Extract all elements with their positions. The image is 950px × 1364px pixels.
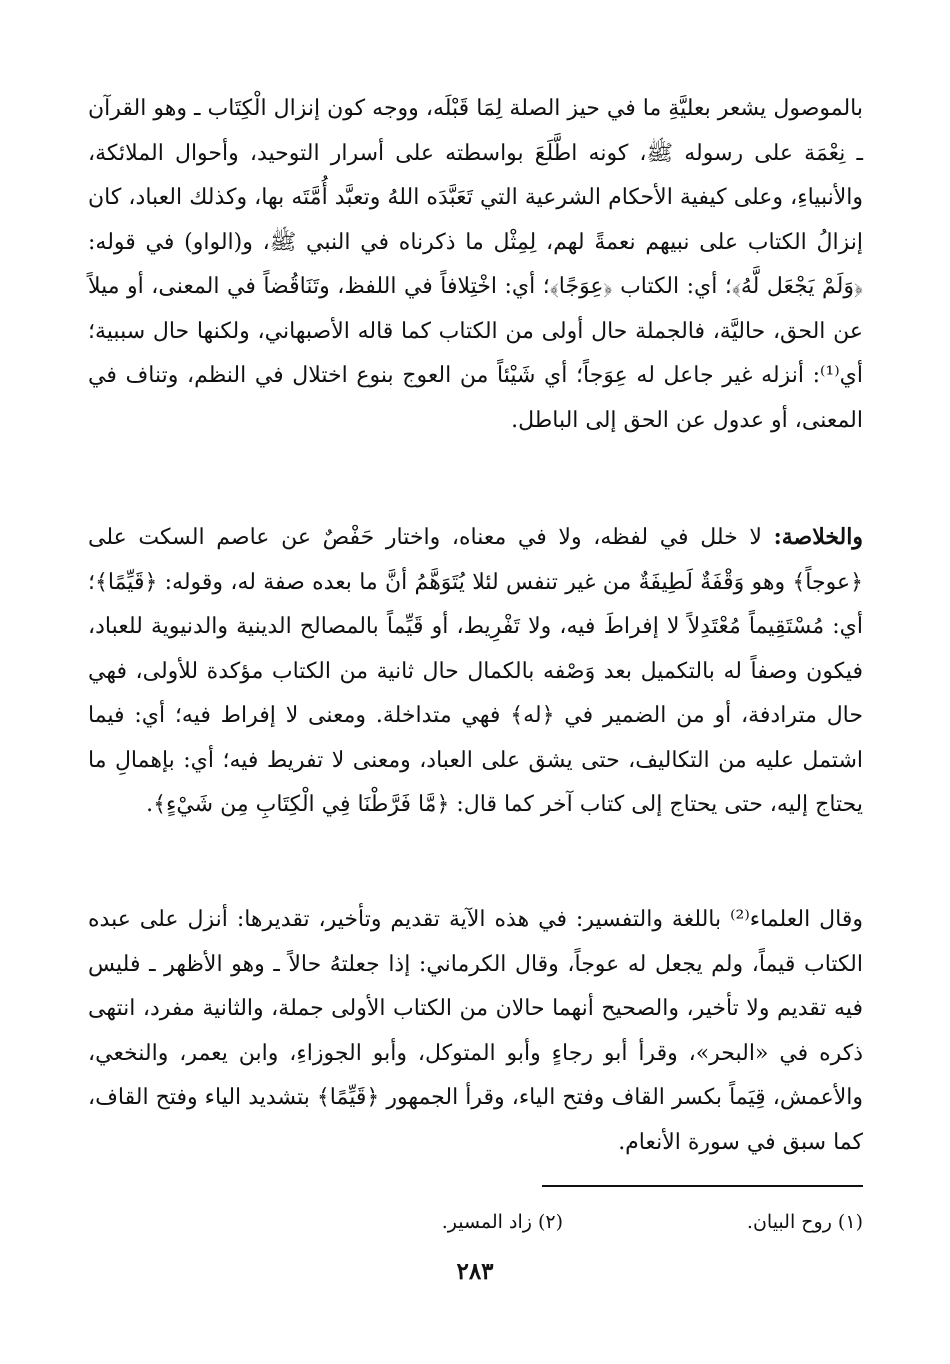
paragraph-1-text: بالموصول يشعر بعليَّةِ ما في حيز الصلة لِمَا قَبْلَه، ووجه كون إنزال الْكِتَاب ـ وهو القرآن ـ نِعْمَة على رسوله ﷺ، كونه اطَّلَعَ بواسطته على أسرار التوحيد، وأحوال الملائكة، والأنبياءِ، وعلى كيفية الأحكام الشرعية التي تَعَبَّدَه اللهُ وتعبَّد أُمَّتَه بها، وكذلك العباد، كان إنزالُ الكتاب على نبيهم نعمةً لهم، لِمِثْل ما ذكرناه في النبي ﷺ، و(الواو) في قوله: ﴿وَلَمْ يَجْعَل لَّهُ﴾؛ أي: الكتاب ﴿عِوَجًا﴾؛ أي: اخْتِلافاً في اللفظ، وتَنَاقُضاً في المعنى، أو ميلاً عن الحق، حاليَّة، فالجملة حال أولى من الكتاب كما قاله الأصبهاني، ولكنها حال سببية؛ أي⁽¹⁾: أنزله غير جاعل له عِوَجاً؛ أي شَيْئاً من العوج بنوع اختلال في النظم، وتناف في المعنى، أو عدول عن الحق إلى الباطل.	[88, 96, 864, 433]
paragraph-1	[88, 86, 863, 443]
paragraph-2-text: لا خلل في لفظه، ولا في معناه، واختار حَفْصٌ عن عاصم السكت على ﴿عوجاً﴾ وهو وَقْفَةٌ لَطِيفَةٌ من غير تنفس لئلا يُتَوَهَّمُ أنَّ ما بعده صفة له، وقوله: ﴿قَيِّمًا﴾؛ أي: مُسْتَقِيماً مُعْتَدِلاً لا إفراطَ فيه، ولا تَفْرِيط، أو قَيِّماً بالمصالح الدينية والدنيوية للعباد، فيكون وصفاً له بالتكميل بعد وَصْفه بالكمال حال ثانية من الكتاب مؤكدة للأولى، فهي حال مترادفة، أو من الضمير في ﴿له﴾ فهي متداخلة. ومعنى لا إفراط فيه؛ أي: فيما اشتمل عليه من التكاليف، حتى يشق على العباد، ومعنى لا تفريط فيه؛ أي: بإهمالِ ما يحتاج إليه، حتى يحتاج إلى كتاب آخر كما قال: ﴿مَّا فَرَّطْنَا فِي الْكِتَابِ مِن شَيْءٍ﴾.	[88, 525, 863, 817]
page-number: ٢٨٣	[456, 1258, 494, 1285]
paragraph-2-lead: والخلاصة:	[773, 524, 863, 550]
footnote-separator	[542, 1185, 863, 1187]
footnote-1: (١) روح البيان.	[746, 1211, 863, 1233]
paragraph-3	[88, 897, 863, 1165]
paragraph-3-text: وقال العلماء⁽²⁾ باللغة والتفسير: في هذه الآية تقديم وتأخير، تقديرها: أنزل على عبده الكتاب قيماً، ولم يجعل له عوجاً، وقال الكرماني: إذا جعلتهُ حالاً ـ وهو الأظهر ـ فليس فيه تقديم ولا تأخير، والصحيح أنهما حالان من الكتاب الأولى جملة، والثانية مفرد، انتهى ذكره في «البحر»، وقرأ أبو رجاءٍ وأبو المتوكل، وأبو الجوزاءِ، وابن يعمر، والنخعي، والأعمش، قِيَماً بكسر القاف وفتح الياء، وقرأ الجمهور ﴿قَيِّمًا﴾ بتشديد الياء وفتح القاف، كما سبق في سورة الأنعام.	[88, 907, 863, 1155]
paragraph-2	[88, 515, 863, 828]
footnote-2: (٢) زاد المسير.	[441, 1211, 563, 1233]
